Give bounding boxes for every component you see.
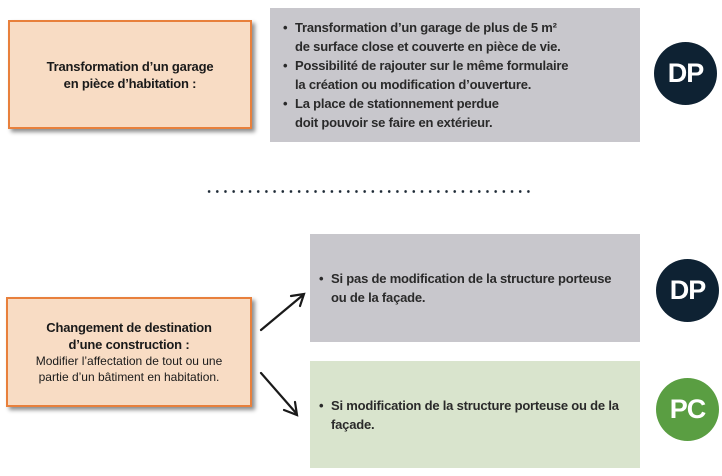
change-title-line1: Changement de destination bbox=[46, 320, 212, 335]
bullet-icon: • bbox=[283, 20, 288, 35]
dp-badge-bottom: DP bbox=[656, 259, 719, 322]
garage-bullet-3: • La place de stationnement perdue doit pouvoir se faire en extérieur. bbox=[283, 96, 499, 130]
structure-change-bullet: • Si modification de la structure porteuse ou de la façade. bbox=[319, 397, 619, 432]
garage-title-line2: en pièce d’habitation : bbox=[63, 75, 197, 91]
structure-change-box bbox=[310, 361, 640, 468]
garage-title-line1: Transformation d’un garage bbox=[46, 58, 214, 74]
arrow-down-right-icon bbox=[261, 373, 297, 415]
bullet-icon: • bbox=[319, 271, 324, 286]
garage-bullet-1: • Transformation d’un garage de plus de 5 m² de surface close et couverte en pièce de vie. bbox=[283, 20, 561, 54]
no-structure-change-bullet: • Si pas de modification de la structure porteuse ou de la façade. bbox=[319, 271, 612, 305]
change-title-line2: d’une construction : bbox=[68, 337, 190, 352]
no-structure-change-box bbox=[310, 234, 640, 342]
bullet-icon: • bbox=[283, 96, 288, 111]
garage-bullet-2: • Possibilité de rajouter sur le même formulaire la création ou modification d’ouverture. bbox=[283, 58, 569, 92]
pc-badge: PC bbox=[656, 378, 719, 441]
dp-badge-top: DP bbox=[654, 42, 717, 105]
change-sub-line2: partie d’un bâtiment en habitation. bbox=[38, 370, 220, 384]
arrow-up-right-icon bbox=[261, 294, 304, 330]
change-sub-line1: Modifier l’affectation de tout ou une bbox=[35, 354, 223, 368]
bullet-icon: • bbox=[319, 397, 324, 413]
bullet-icon: • bbox=[283, 58, 288, 73]
